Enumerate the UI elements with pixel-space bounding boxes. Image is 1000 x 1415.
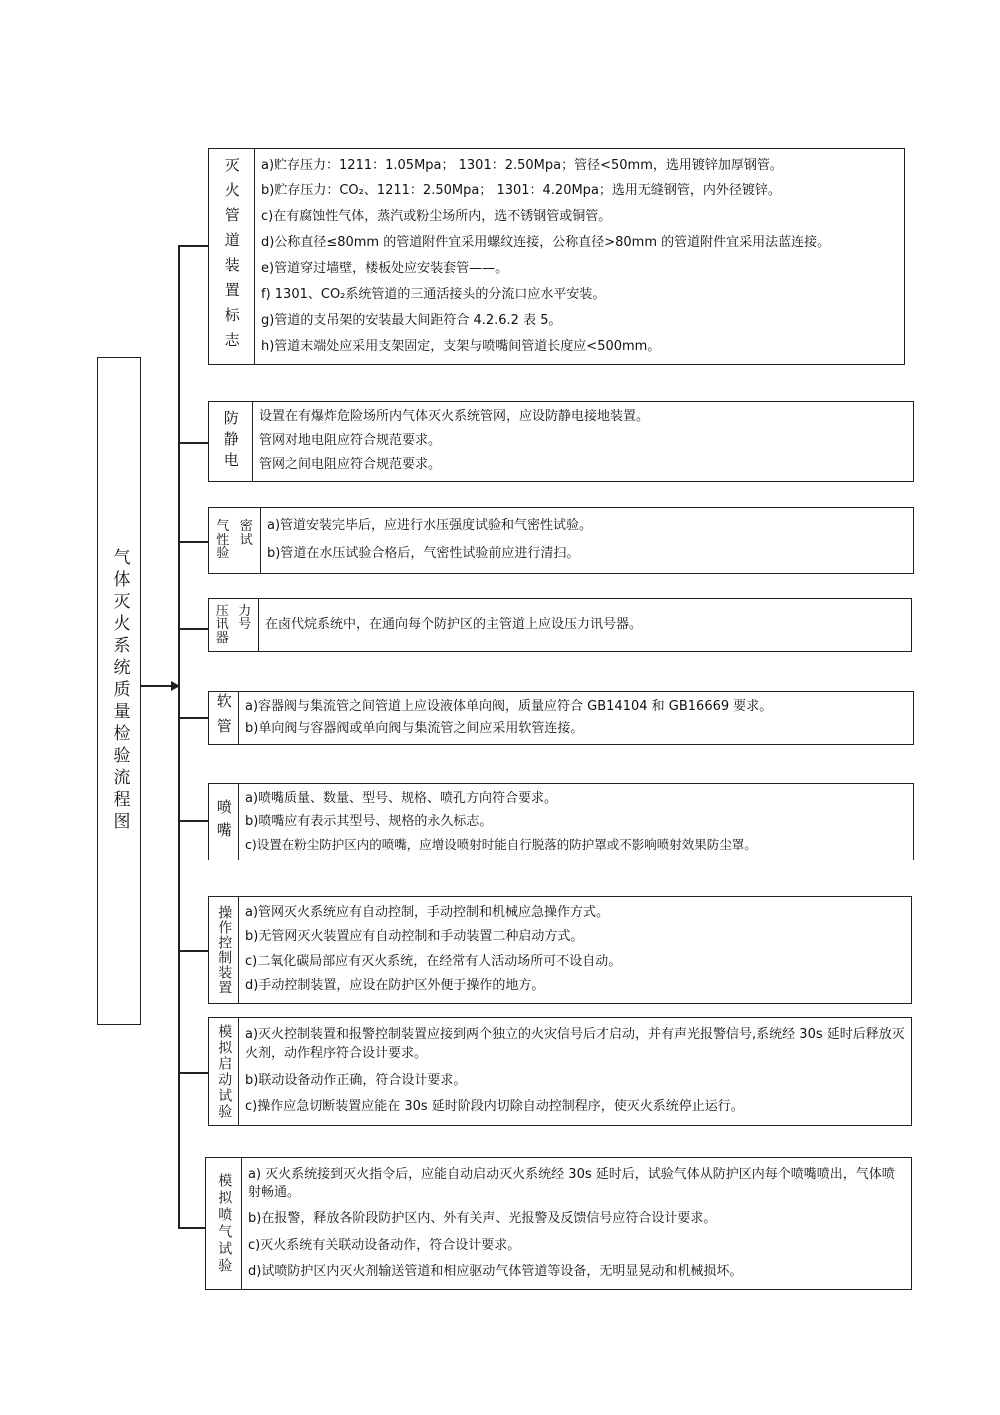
list-item: b)管道在水压试验合格后，气密性试验前应进行清扫。 bbox=[267, 546, 580, 562]
list-item: c)二氧化碳局部应有灭火系统，在经常有人活动场所可不设自动。 bbox=[245, 953, 622, 969]
connector-branch-1 bbox=[178, 245, 209, 247]
section-label: 压 力 讯 号 器 bbox=[209, 599, 259, 651]
list-item: a)喷嘴质量、数量、型号、规格、喷孔方向符合要求。 bbox=[245, 791, 558, 807]
list-item: c)灭火系统有关联动设备动作，符合设计要求。 bbox=[248, 1237, 521, 1253]
list-item: d)试喷防护区内灭火剂输送管道和相应驱动气体管道等设备，无明显晃动和机械损坏。 bbox=[248, 1263, 743, 1279]
section-label: 灭火管道装置标志 bbox=[209, 149, 255, 364]
section-items bbox=[259, 599, 911, 651]
list-item: b)贮存压力：CO₂、1211：2.50Mpa； 1301：4.20Mpa；选用无缝钢管，内外径镀锌。 bbox=[261, 183, 781, 199]
list-item: 管网对地电阻应符合规范要求。 bbox=[259, 433, 442, 449]
list-item: b)单向阀与容器阀或单向阀与集流管之间应采用软管连接。 bbox=[245, 720, 584, 736]
section-hose bbox=[208, 691, 914, 745]
diagram-title: 气体灭火系统质量检验流程图 bbox=[109, 548, 130, 834]
list-item: b)无管网灭火装置应有自动控制和手动装置二种启动方式。 bbox=[245, 929, 584, 945]
list-item: f) 1301、CO₂系统管道的三通活接头的分流口应水平安装。 bbox=[261, 286, 606, 302]
connector-branch-2 bbox=[178, 442, 209, 444]
section-operation-control bbox=[208, 896, 912, 1004]
list-item: a)管网灭火系统应有自动控制，手动控制和机械应急操作方式。 bbox=[245, 904, 610, 920]
section-label: 操作控制装置 bbox=[209, 897, 239, 1003]
list-item: a)灭火控制装置和报警控制装置应接到两个独立的火灾信号后才启动，并有声光报警信号,系统经 30s 延时后释放灭火剂，动作程序符合设计要求。 bbox=[245, 1026, 905, 1061]
connector-branch-4 bbox=[178, 628, 209, 630]
connector-branch-3 bbox=[178, 541, 209, 543]
section-label: 喷嘴 bbox=[209, 784, 239, 860]
list-item: b)联动设备动作正确，符合设计要求。 bbox=[245, 1072, 467, 1088]
section-nozzle bbox=[208, 783, 914, 860]
section-label: 模拟喷气试验 bbox=[206, 1158, 242, 1289]
list-item: a)容器阀与集流管之间管道上应设液体单向阀，质量应符合 GB14104 和 GB16669 要求。 bbox=[245, 698, 773, 714]
section-items bbox=[239, 1018, 911, 1125]
section-label: 气 密 性 试 验 bbox=[209, 508, 261, 573]
connector-branch-6 bbox=[178, 820, 209, 822]
list-item: c)设置在粉尘防护区内的喷嘴，应增设喷射时能自行脱落的防护罩或不影响喷射效果防尘罩。 bbox=[245, 836, 757, 852]
list-item: c)在有腐蚀性气体，蒸汽或粉尘场所内，选不锈钢管或铜管。 bbox=[261, 209, 612, 225]
list-item: 管网之间电阻应符合规范要求。 bbox=[259, 456, 442, 472]
section-label: 防静电 bbox=[209, 402, 253, 481]
list-item: a) 灭火系统接到灭火指令后，应能自动启动灭火系统经 30s 延时后，试验气体从防护区内每个喷嘴喷出，气体喷射畅通。 bbox=[248, 1166, 895, 1201]
list-item: 设置在有爆炸危险场所内气体灭火系统管网，应设防静电接地装置。 bbox=[259, 409, 650, 425]
connector-branch-8 bbox=[178, 1072, 209, 1074]
list-item: 在卤代烷系统中，在通向每个防护区的主管道上应设压力讯号器。 bbox=[265, 616, 643, 632]
connector-trunk bbox=[178, 245, 180, 1228]
section-pipe-marking bbox=[208, 148, 905, 365]
list-item: d)公称直径≤80mm 的管道附件宜采用螺纹连接，公称直径>80mm 的管道附件宜采用法蓝连接。 bbox=[261, 235, 831, 251]
connector-branch-5 bbox=[178, 717, 209, 719]
section-simulated-discharge-test bbox=[205, 1157, 912, 1290]
list-item: g)管道的支吊架的安装最大间距符合 4.2.6.2 表 5。 bbox=[261, 312, 562, 328]
list-item: d)手动控制装置，应设在防护区外便于操作的地方。 bbox=[245, 978, 545, 994]
list-item: e)管道穿过墙壁，楼板处应安装套管——。 bbox=[261, 261, 509, 277]
connector-root-arrow bbox=[141, 685, 172, 687]
section-airtightness-test bbox=[208, 507, 914, 574]
section-items bbox=[253, 402, 913, 481]
section-items bbox=[261, 508, 913, 573]
root-node bbox=[97, 357, 141, 1025]
list-item: c)操作应急切断装置应能在 30s 延时阶段内切除自动控制程序，使灭火系统停止运行。 bbox=[245, 1099, 744, 1115]
section-items bbox=[239, 897, 911, 1003]
section-items bbox=[239, 784, 913, 860]
list-item: a)管道安装完毕后，应进行水压强度试验和气密性试验。 bbox=[267, 517, 593, 533]
section-items bbox=[255, 149, 904, 364]
connector-branch-7 bbox=[178, 950, 209, 952]
list-item: b)在报警，释放各阶段防护区内、外有关声、光报警及反馈信号应符合设计要求。 bbox=[248, 1211, 717, 1227]
list-item: a)贮存压力：1211：1.05Mpa； 1301：2.50Mpa；管径<50mm，选用镀锌加厚钢管。 bbox=[261, 157, 783, 173]
list-item: b)喷嘴应有表示其型号、规格的永久标志。 bbox=[245, 813, 493, 829]
section-items bbox=[239, 692, 913, 744]
section-label: 模拟启动试验 bbox=[209, 1018, 239, 1125]
list-item: h)管道末端处应采用支架固定，支架与喷嘴间管道长度应<500mm。 bbox=[261, 338, 661, 354]
section-anti-static bbox=[208, 401, 914, 482]
section-simulated-start-test bbox=[208, 1017, 912, 1126]
section-items bbox=[242, 1158, 911, 1289]
section-pressure-signal bbox=[208, 598, 912, 652]
section-label: 软管 bbox=[209, 692, 239, 744]
